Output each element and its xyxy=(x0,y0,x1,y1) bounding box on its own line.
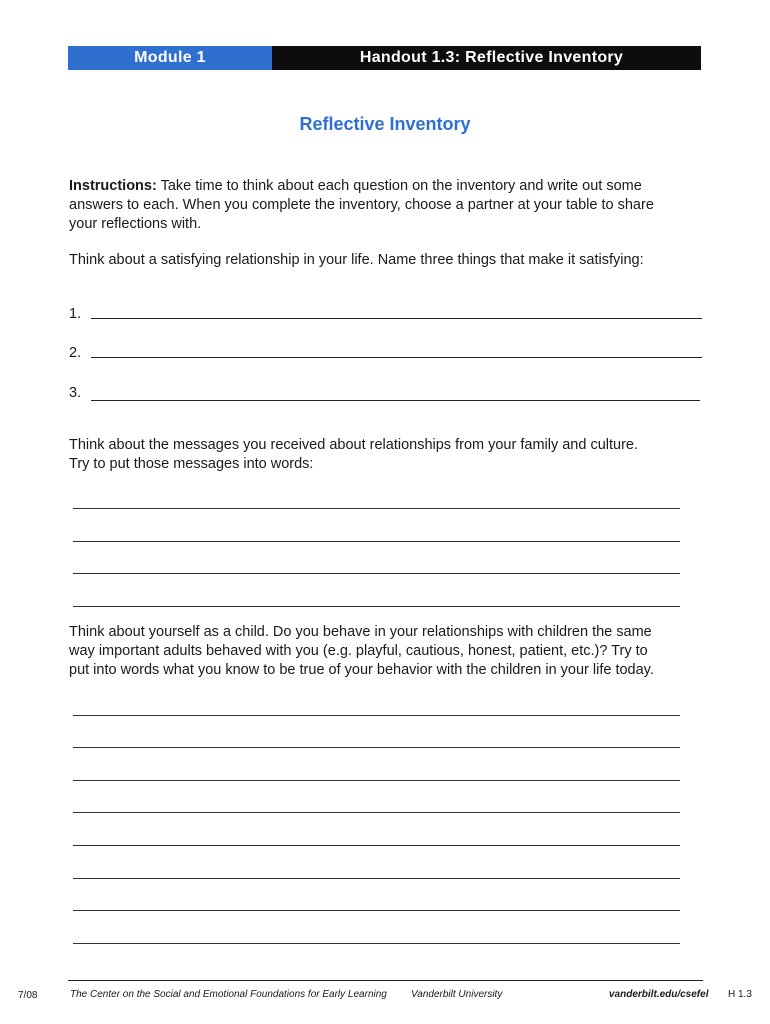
instructions-text-2: answers to each. When you complete the inventory, choose a partner at your table to share xyxy=(69,197,654,213)
answer-number-3: 3. xyxy=(69,385,82,401)
writing-line[interactable] xyxy=(73,606,680,607)
writing-line[interactable] xyxy=(73,715,680,716)
footer-organization: The Center on the Social and Emotional Foundations for Early Learning xyxy=(70,989,387,1000)
instructions-text-3: your reflections with. xyxy=(69,216,202,232)
question-3-line-2: way important adults behaved with you (e.g. playful, cautious, honest, patient, etc.)? Try to xyxy=(69,643,648,659)
writing-line[interactable] xyxy=(73,943,680,944)
footer-url[interactable]: vanderbilt.edu/csefel xyxy=(609,989,709,1000)
writing-line[interactable] xyxy=(73,845,680,846)
answer-line-1[interactable] xyxy=(91,318,702,319)
writing-line[interactable] xyxy=(73,878,680,879)
answer-number-2: 2. xyxy=(69,345,82,361)
writing-line[interactable] xyxy=(73,573,680,574)
answer-line-2[interactable] xyxy=(91,357,702,358)
header-bar xyxy=(68,46,701,70)
instructions-label: Instructions: xyxy=(69,178,157,194)
writing-line[interactable] xyxy=(73,780,680,781)
writing-line[interactable] xyxy=(73,812,680,813)
footer-rule xyxy=(68,980,703,981)
question-3-line-1: Think about yourself as a child. Do you behave in your relationships with children the same xyxy=(69,624,652,640)
footer-page-code: H 1.3 xyxy=(728,989,752,1000)
footer-university: Vanderbilt University xyxy=(411,989,503,1000)
question-2-line-1: Think about the messages you received about relationships from your family and culture. xyxy=(69,437,639,453)
handout-label: Handout 1.3: Reflective Inventory xyxy=(272,46,701,70)
question-2 xyxy=(69,436,638,474)
question-2-line-2: Try to put those messages into words: xyxy=(69,456,314,472)
writing-line[interactable] xyxy=(73,541,680,542)
answer-line-3[interactable] xyxy=(91,400,700,401)
answer-number-1: 1. xyxy=(69,306,82,322)
question-3-line-3: put into words what you know to be true of your behavior with the children in your life today. xyxy=(69,662,654,678)
writing-line[interactable] xyxy=(73,910,680,911)
instructions xyxy=(69,177,654,234)
question-1: Think about a satisfying relationship in your life. Name three things that make it satisfying: xyxy=(69,252,644,268)
writing-line[interactable] xyxy=(73,508,680,509)
instructions-text-1: Take time to think about each question on the inventory and write out some xyxy=(156,178,642,194)
writing-line[interactable] xyxy=(73,747,680,748)
module-label: Module 1 xyxy=(68,46,272,70)
question-3 xyxy=(69,623,654,680)
page-title: Reflective Inventory xyxy=(299,114,471,134)
footer-date: 7/08 xyxy=(18,990,38,1001)
